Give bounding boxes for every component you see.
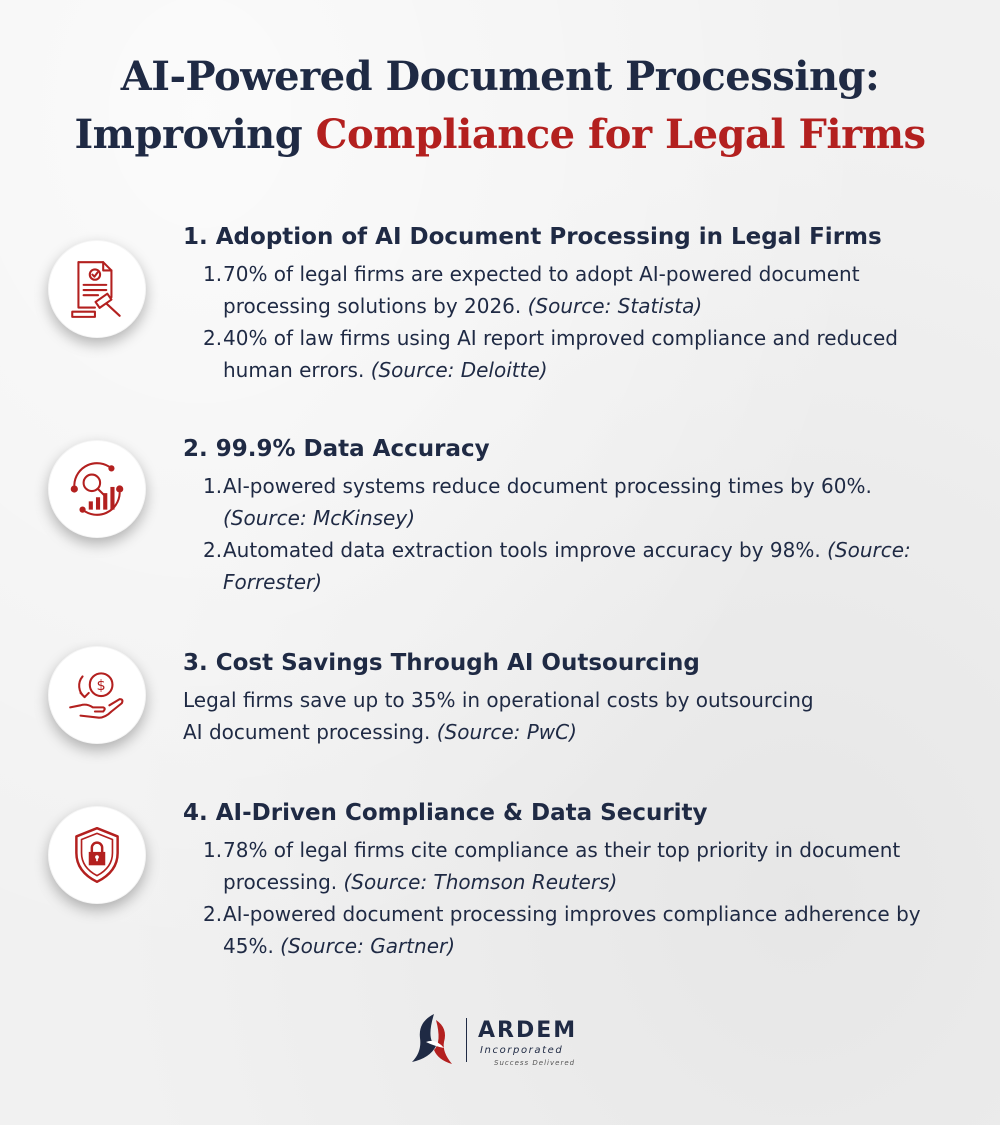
ardem-logo-mark-icon bbox=[408, 1012, 460, 1066]
title-line-2-accent: Compliance for Legal Firms bbox=[315, 111, 926, 158]
logo-tagline: Success Delivered bbox=[494, 1059, 576, 1067]
title-line-2 bbox=[0, 106, 1000, 164]
cost-savings-hand-icon bbox=[48, 646, 146, 744]
section-3-heading: 3. Cost Savings Through AI Outsourcing bbox=[183, 650, 700, 676]
list-item: 1. 78% of legal firms cite compliance as their top priority in document processing. (Source: Thomson Reuters) bbox=[203, 838, 901, 894]
title-line-1: AI-Powered Document Processing: bbox=[120, 53, 880, 100]
section-3-paragraph: Legal firms save up to 35% in operational costs by outsourcing AI document processing. (Source: PwC) bbox=[183, 688, 814, 744]
list-item: 2. AI-powered document processing improves compliance adherence by 45%. (Source: Gartner) bbox=[203, 902, 921, 958]
logo-name: ARDEM bbox=[478, 1018, 578, 1043]
section-4-list bbox=[203, 834, 923, 962]
section-2-heading: 2. 99.9% Data Accuracy bbox=[183, 436, 490, 462]
list-item: 2. 40% of law firms using AI report improved compliance and reduced human errors. (Source: Deloitte) bbox=[203, 326, 898, 382]
ardem-logo bbox=[408, 1012, 598, 1072]
svg-text:$: $ bbox=[96, 677, 106, 694]
section-1-list bbox=[203, 258, 923, 386]
data-analysis-icon bbox=[48, 440, 146, 538]
legal-document-gavel-icon bbox=[48, 240, 146, 338]
section-1-heading: 1. Adoption of AI Document Processing in Legal Firms bbox=[183, 224, 882, 250]
list-item: 1. 70% of legal firms are expected to adopt AI-powered document processing solutions by 2026. (Source: Statista) bbox=[203, 262, 860, 318]
logo-sub: Incorporated bbox=[480, 1045, 564, 1056]
section-2-list bbox=[203, 470, 923, 598]
section-4-heading: 4. AI-Driven Compliance & Data Security bbox=[183, 800, 708, 826]
security-shield-lock-icon bbox=[48, 806, 146, 904]
page-title bbox=[0, 48, 1000, 164]
list-item: 2. Automated data extraction tools improve accuracy by 98%. (Source: Forrester) bbox=[203, 538, 911, 594]
list-item: 1. AI-powered systems reduce document processing times by 60%. (Source: McKinsey) bbox=[203, 474, 872, 530]
logo-divider bbox=[466, 1018, 467, 1062]
title-line-2-plain: Improving bbox=[74, 111, 316, 158]
